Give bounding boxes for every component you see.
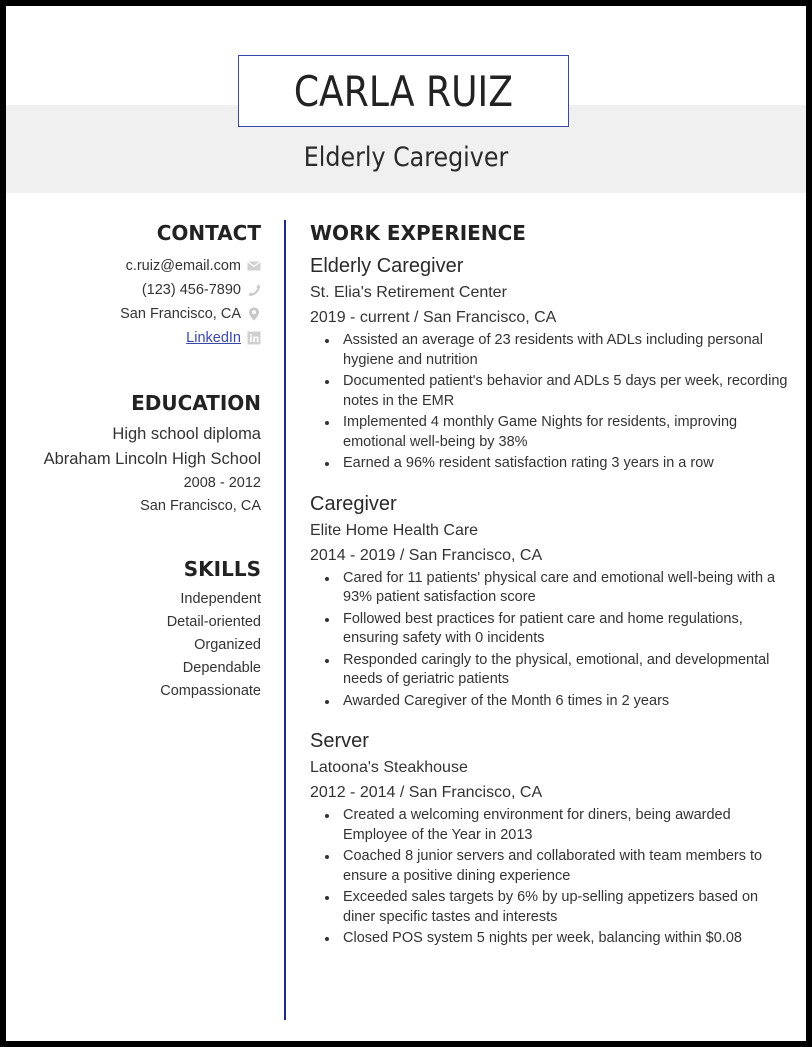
job-company: St. Elia's Retirement Center	[310, 284, 507, 301]
job-entry	[310, 727, 790, 949]
resume-page	[6, 6, 806, 1041]
job-bullet: Assisted an average of 23 residents with ADLs including personal hygiene and nutrition	[310, 331, 790, 370]
contact-email	[6, 254, 261, 278]
job-bullet: Awarded Caregiver of the Month 6 times in 2 years	[310, 692, 790, 712]
skill-item: Dependable	[182, 660, 261, 676]
education-years: 2008 - 2012	[183, 475, 261, 491]
job-bullet: Cared for 11 patients' physical care and emotional well-being with a 93% patient satisfaction score	[310, 569, 790, 608]
job-bullet: Coached 8 junior servers and collaborated with team members to ensure a positive dining experience	[310, 847, 790, 886]
name-box	[238, 55, 569, 127]
education-section	[6, 390, 261, 518]
job-company: Latoona's Steakhouse	[310, 759, 468, 776]
experience-heading: WORK EXPERIENCE	[310, 221, 526, 245]
envelope-icon	[247, 259, 261, 273]
email-text: c.ruiz@email.com	[125, 258, 241, 274]
main-content	[310, 220, 790, 951]
job-role: Caregiver	[310, 492, 397, 515]
map-pin-icon	[247, 307, 261, 321]
job-bullet: Exceeded sales targets by 6% by up-selling appetizers based on diner specific tastes and interests	[310, 888, 790, 927]
job-entry	[310, 252, 790, 474]
job-bullet: Created a welcoming environment for diners, being awarded Employee of the Year in 2013	[310, 806, 790, 845]
contact-location	[6, 302, 261, 326]
education-heading: EDUCATION	[131, 391, 261, 415]
skill-item: Organized	[194, 637, 261, 653]
education-school: Abraham Lincoln High School	[43, 450, 261, 468]
phone-text: (123) 456-7890	[141, 282, 241, 298]
linkedin-link[interactable]: LinkedIn	[186, 330, 241, 346]
job-dates-location: 2012 - 2014 / San Francisco, CA	[310, 784, 543, 801]
education-entry	[6, 422, 261, 518]
job-bullet: Closed POS system 5 nights per week, balancing within $0.08	[310, 929, 790, 949]
sidebar	[6, 220, 261, 703]
skills-heading: SKILLS	[183, 557, 261, 581]
column-divider	[284, 220, 286, 1020]
education-location: San Francisco, CA	[140, 498, 261, 514]
skills-list	[6, 588, 261, 703]
job-bullets	[310, 331, 790, 474]
job-role: Elderly Caregiver	[310, 255, 464, 277]
phone-icon	[247, 283, 261, 297]
job-company: Elite Home Health Care	[310, 521, 479, 539]
skills-section	[6, 556, 261, 703]
job-bullet: Documented patient's behavior and ADLs 5 days per week, recording notes in the EMR	[310, 372, 790, 411]
education-degree: High school diploma	[112, 425, 261, 443]
location-text: San Francisco, CA	[120, 306, 241, 322]
skill-item: Independent	[180, 591, 261, 607]
job-role: Server	[310, 730, 369, 752]
job-entry	[310, 490, 790, 712]
job-bullets	[310, 569, 790, 712]
job-bullet: Earned a 96% resident satisfaction rating 3 years in a row	[310, 454, 790, 474]
contact-section	[6, 220, 261, 350]
skill-item: Compassionate	[160, 683, 261, 699]
job-bullet: Implemented 4 monthly Game Nights for residents, improving emotional well-being by 38%	[310, 413, 790, 452]
job-bullet: Responded caringly to the physical, emotional, and developmental needs of geriatric patients	[310, 651, 790, 690]
job-bullets	[310, 806, 790, 949]
contact-heading: CONTACT	[156, 221, 261, 245]
job-bullet: Followed best practices for patient care and home regulations, ensuring safety with 0 incidents	[310, 610, 790, 649]
skill-item: Detail-oriented	[166, 614, 261, 630]
candidate-title: Elderly Caregiver	[303, 142, 509, 173]
job-dates-location: 2014 - 2019 / San Francisco, CA	[310, 546, 543, 564]
candidate-name: CARLA RUIZ	[293, 66, 514, 116]
contact-linkedin	[6, 326, 261, 350]
contact-phone	[6, 278, 261, 302]
job-dates-location: 2019 - current / San Francisco, CA	[310, 309, 557, 326]
linkedin-icon	[247, 331, 261, 345]
contact-list	[6, 254, 261, 350]
